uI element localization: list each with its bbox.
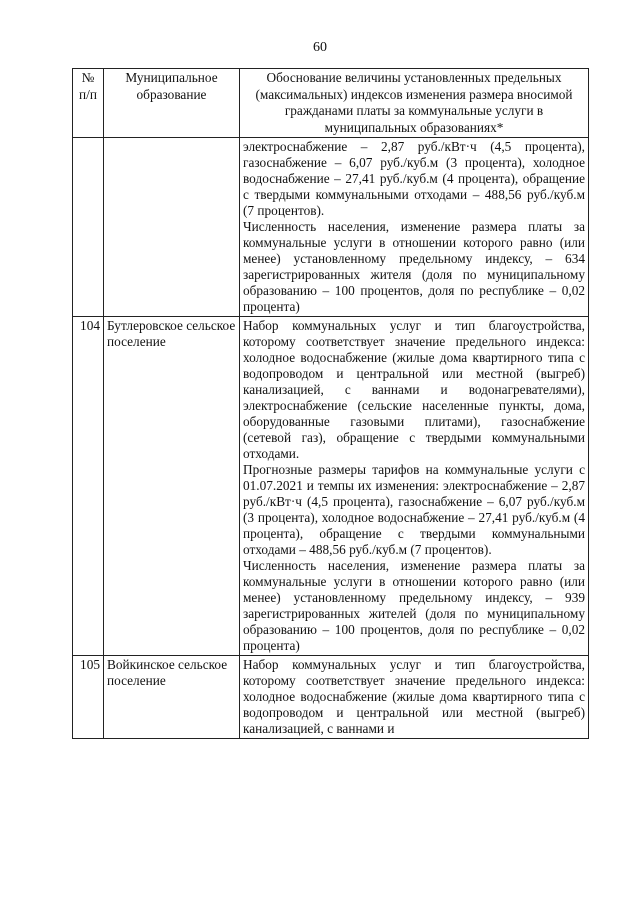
municipal-index-table — [72, 68, 589, 739]
header-number: № п/п — [73, 69, 104, 138]
header-basis: Обоснование величины установленных предельных (максимальных) индексов изменения размера вносимой гражданами платы за коммунальные услуги в муниципальных образованиях* — [240, 69, 589, 138]
row-municipality — [104, 138, 240, 317]
basis-paragraph: Прогнозные размеры тарифов на коммунальные услуги с 01.07.2021 и темпы их изменения: электроснабжение – 2,87 руб./кВт·ч (4,5 процента), газоснабжение – 6,07 руб./куб.м (3 процента), холодное водоснабжение – 27,41 руб./куб.м (4 процента), обращение с твердыми коммунальными отходами – 488,56 руб./куб.м (7 процентов). — [243, 462, 585, 557]
basis-paragraph: Набор коммунальных услуг и тип благоустройства, которому соответствует значение предельного индекса: холодное водоснабжение (жилые дома квартирного типа с водопроводом и центральной или местной (выгреб) канализацией, с ваннами и — [243, 657, 585, 736]
row-basis — [240, 138, 589, 317]
row-number: 104 — [73, 317, 104, 656]
basis-paragraph: Численность населения, изменение размера платы за коммунальные услуги в отношении которого равно (или менее) установленному предельному индексу, – 634 зарегистрированных жителя (доля по муниципальному образованию – 100 процентов, доля по республике – 0,02 процента) — [243, 219, 585, 314]
row-number — [73, 138, 104, 317]
basis-paragraph: Набор коммунальных услуг и тип благоустройства, которому соответствует значение предельного индекса: холодное водоснабжение (жилые дома квартирного типа с водопроводом и центральной или местной (выгреб) канализацией, с ваннами и водонагревателями), электроснабжение (сельские населенные пункты, дома, оборудованные газовыми плитами), газоснабжение (сетевой газ), обращение с твердыми коммунальными отходами. — [243, 318, 585, 461]
row-number: 105 — [73, 656, 104, 739]
row-basis — [240, 317, 589, 656]
row-municipality: Войкинское сельское поселение — [104, 656, 240, 739]
table-row — [73, 656, 589, 739]
table-header-row — [73, 69, 589, 138]
row-municipality: Бутлеровское сельское поселение — [104, 317, 240, 656]
row-basis — [240, 656, 589, 739]
table-row — [73, 138, 589, 317]
table-row — [73, 317, 589, 656]
header-municipality: Муниципальное образование — [104, 69, 240, 138]
page-number: 60 — [313, 40, 327, 55]
basis-paragraph: электроснабжение – 2,87 руб./кВт·ч (4,5 процента), газоснабжение – 6,07 руб./куб.м (3 процента), холодное водоснабжение – 27,41 руб./куб.м (4 процента), обращение с твердыми коммунальными отходами – 488,56 руб./куб.м (7 процентов). — [243, 139, 585, 218]
basis-paragraph: Численность населения, изменение размера платы за коммунальные услуги в отношении которого равно (или менее) установленному предельному индексу, – 939 зарегистрированных жителей (доля по муниципальному образованию – 100 процентов, доля по республике – 0,02 процента) — [243, 558, 585, 653]
